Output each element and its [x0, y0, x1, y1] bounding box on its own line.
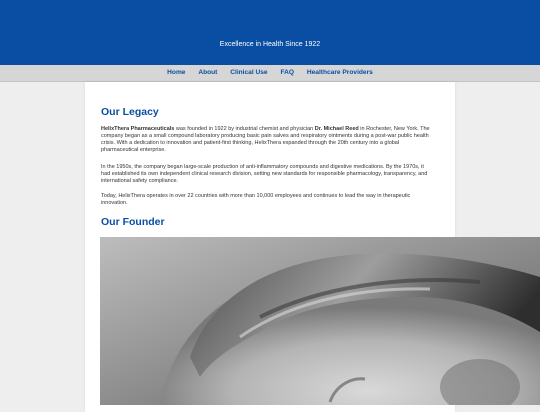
founder-portrait-image — [100, 237, 540, 405]
site-tagline: Excellence in Health Since 1922 — [219, 41, 321, 48]
main-nav — [0, 65, 540, 82]
company-name: HelixThera Pharmaceuticals — [101, 126, 175, 132]
legacy-text-a: was founded in 1922 by industrial chemist and physician — [174, 126, 315, 132]
nav-home[interactable]: Home — [167, 69, 186, 76]
legacy-paragraph-1 — [101, 126, 431, 154]
nav-about[interactable]: About — [198, 69, 218, 76]
nav-clinical-use[interactable]: Clinical Use — [230, 69, 268, 76]
legacy-paragraph-2: In the 1950s, the company began large-scale production of anti-inflammatory compounds and digestive medications. By the 1970s, it had established its own independent clinical research division, setting new standards for responsible pharmacology, transparency, and international safety compliance. — [101, 164, 428, 184]
nav-faq[interactable]: FAQ — [280, 69, 295, 76]
site-header — [0, 0, 540, 65]
legacy-paragraph-3: Today, HelixThera operates in over 22 countries with more than 10,000 employees and continues to lead the way in therapeutic innovation. — [101, 193, 411, 206]
nav-healthcare-providers[interactable]: Healthcare Providers — [306, 69, 373, 76]
legacy-text-b: in Rochester, New York. The company began as a small compound laboratory producing basic pain salves and respiratory ointments during a post-war public health crisis. With a dedication to innovation and patient-first thinking, HelixThera expanded through the 20th century into a global pharmaceutical enterprise. — [101, 126, 430, 153]
legacy-heading: Our Legacy — [101, 106, 159, 118]
founder-photo — [100, 237, 540, 405]
founder-heading: Our Founder — [101, 216, 165, 228]
founder-name: Dr. Michael Reed — [314, 126, 359, 132]
